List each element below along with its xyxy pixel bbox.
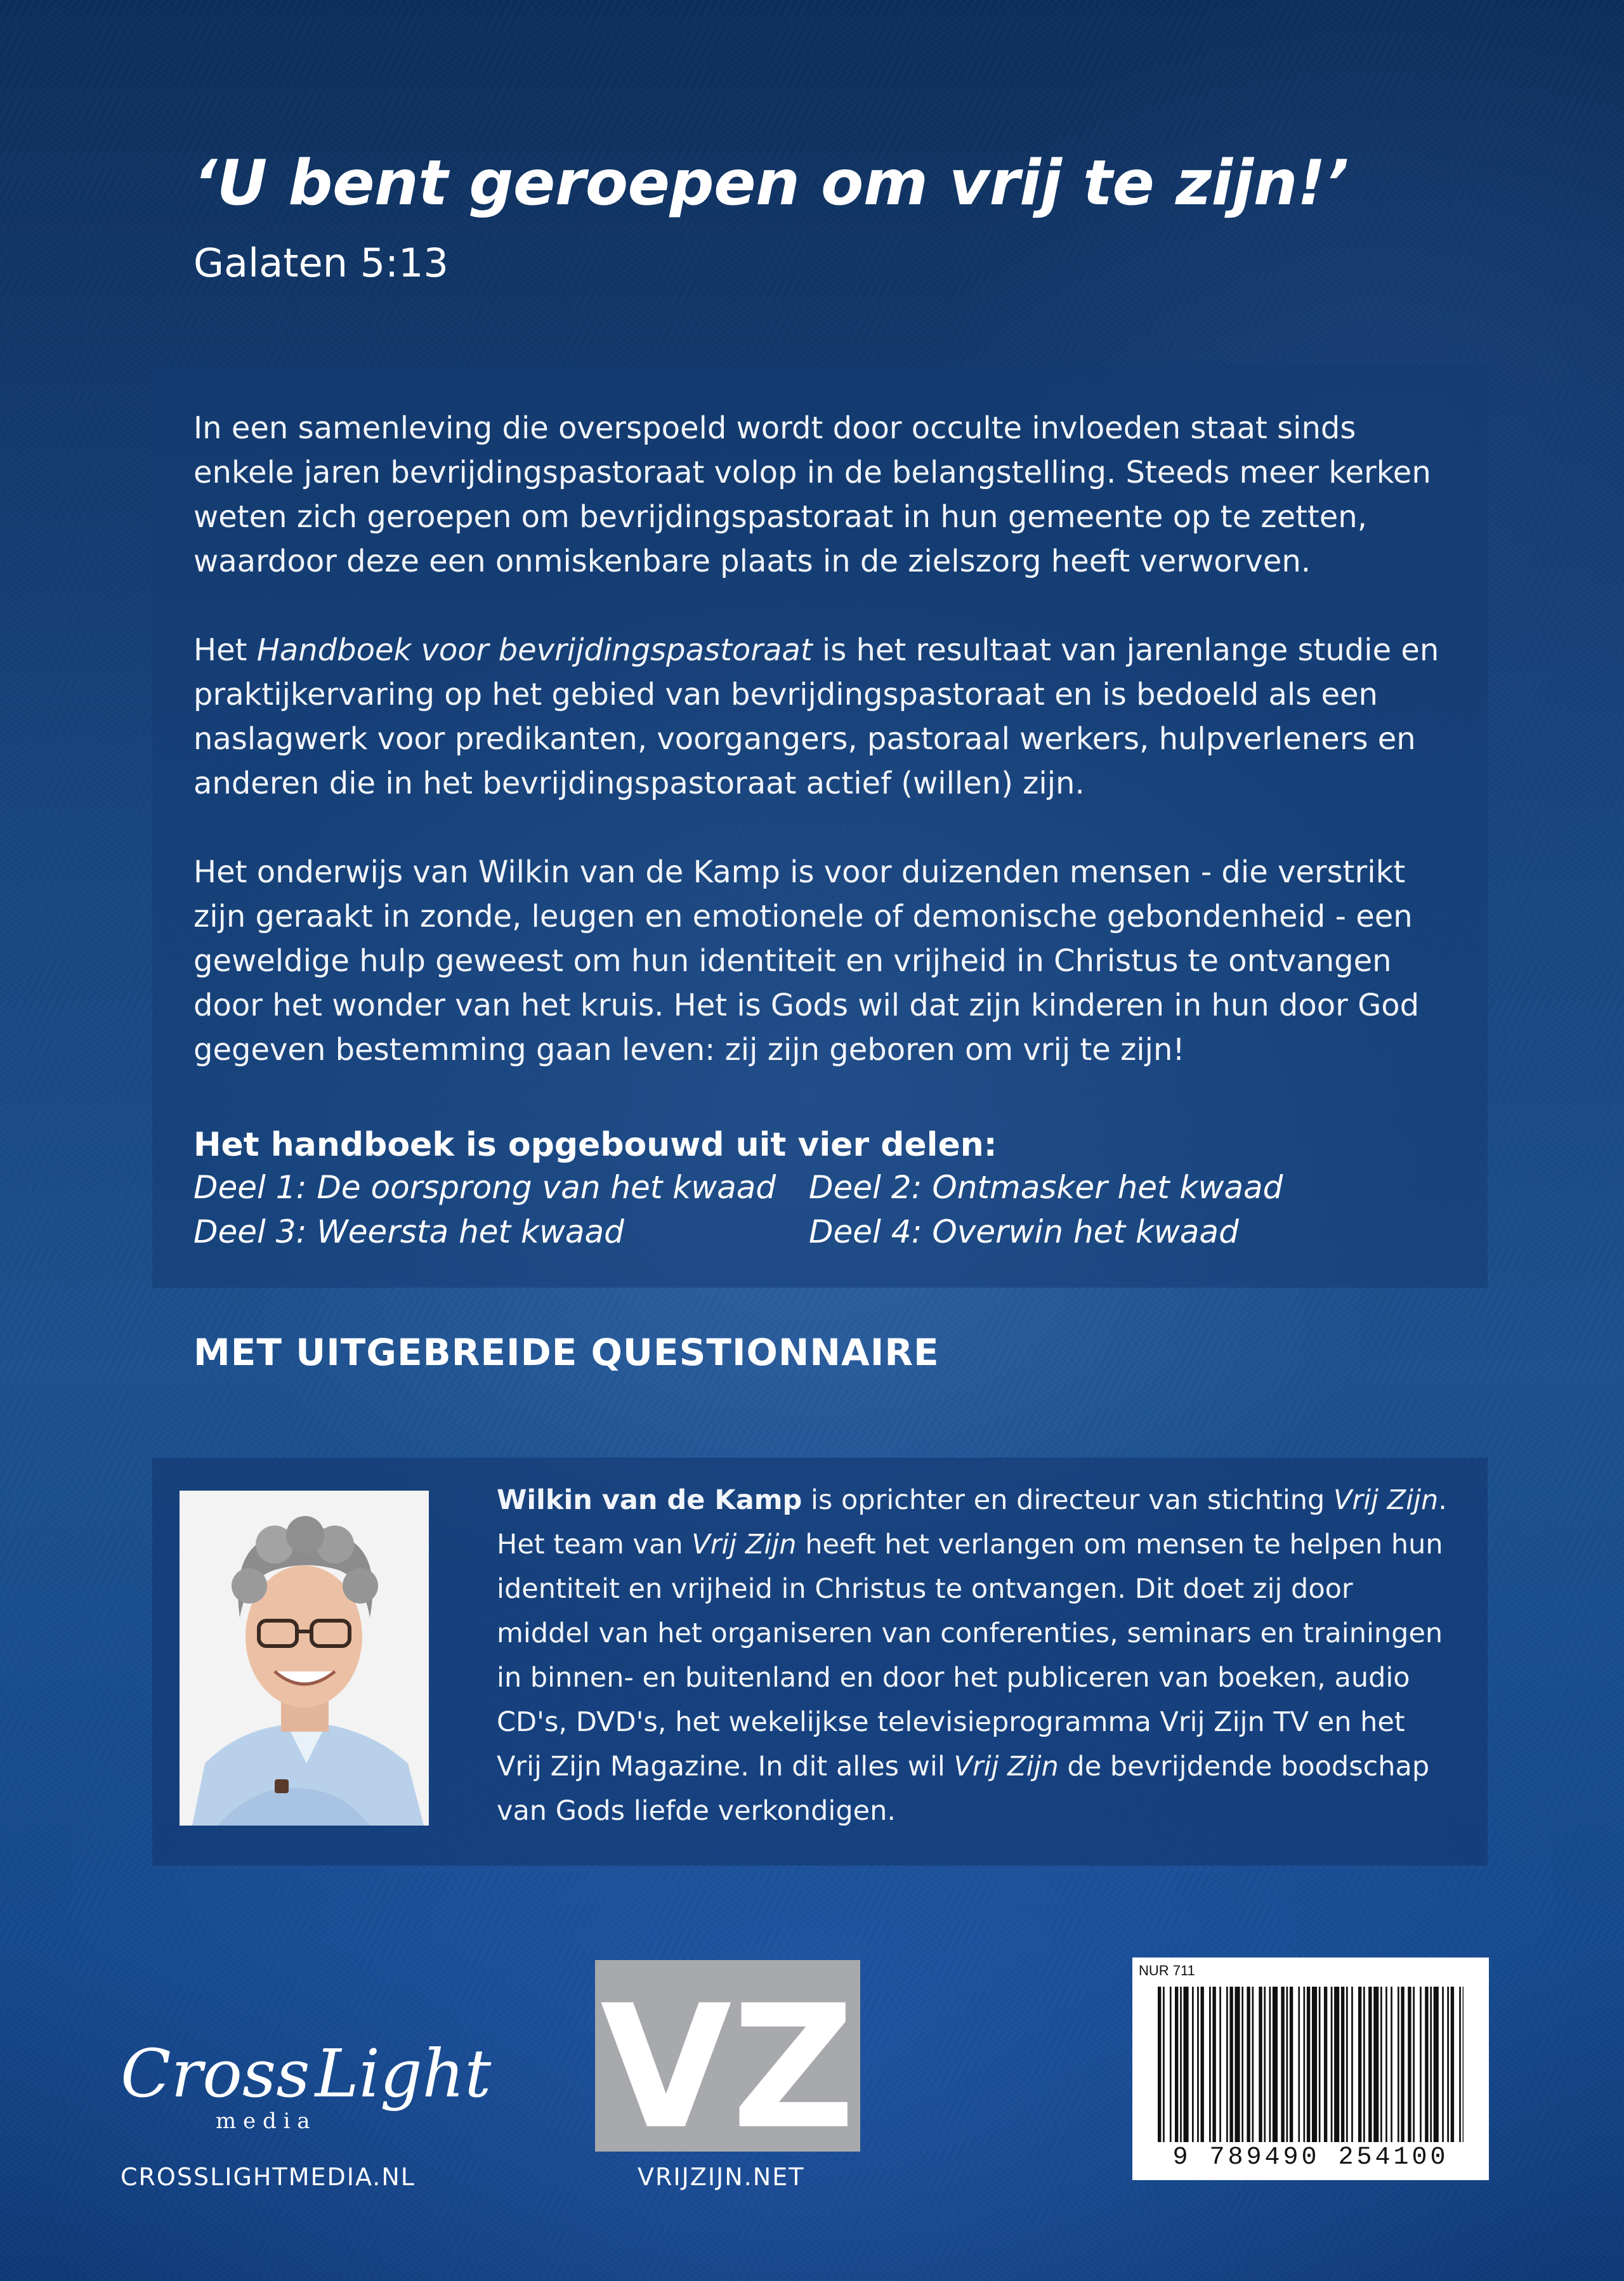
vrijzijn-url[interactable]: VRIJZIJN.NET (638, 2163, 805, 2191)
svg-text:m e d i a: m e d i a (216, 2108, 310, 2134)
part-4: Deel 4: Overwin het kwaad (809, 1213, 1239, 1250)
barcode-bars (1158, 1987, 1464, 2142)
author-bio: Wilkin van de Kamp is oprichter en directeur van stichting Vrij Zijn. Het team van Vrij Zijn heeft het verlangen om mensen te helpen hun identiteit en vrijheid in Christus te ontvangen. Dit doet zij door middel van het organiseren van conferenties, seminars en trainingen in binnen- en buitenland en door het publiceren van boeken, audio CD's, DVD's, het wekelijkse televisieprogramma Vrij Zijn TV en het Vrij Zijn Magazine. In dit alles wil Vrij Zijn de bevrijdende boodschap van Gods liefde verkondigen. (497, 1484, 1447, 1827)
barcode-bar (1463, 1987, 1464, 2142)
barcode-bar (1264, 1987, 1266, 2142)
barcode-bar (1175, 1987, 1178, 2142)
barcode-bar (1442, 1987, 1444, 2142)
svg-text:CrossLight: CrossLight (121, 2035, 492, 2112)
barcode-bar (1229, 1987, 1233, 2142)
part-3: Deel 3: Weersta het kwaad (193, 1213, 624, 1250)
barcode-bar (1413, 1987, 1415, 2142)
barcode-bar (1368, 1987, 1372, 2142)
barcode-bar (1235, 1987, 1240, 2142)
crosslight-media-logo (121, 2033, 492, 2141)
barcode-bar (1451, 1987, 1454, 2142)
isbn-barcode (1132, 1957, 1489, 2180)
barcode-bar (1459, 1987, 1461, 2142)
vrijzijn-logo (595, 1960, 860, 2167)
barcode-bar (1184, 1987, 1189, 2142)
barcode-bar (1401, 1987, 1404, 2142)
author-photo (180, 1491, 429, 1826)
barcode-bar (1219, 1987, 1221, 2142)
barcode-bar (1287, 1987, 1288, 2142)
barcode-bar (1180, 1987, 1182, 2142)
barcode-bar (1247, 1987, 1250, 2142)
nur-code: NUR 711 (1139, 1963, 1195, 1978)
barcode-bar (1358, 1987, 1361, 2142)
barcode-bar (1273, 1987, 1278, 2142)
barcode-bar (1341, 1987, 1344, 2142)
barcode-bar (1430, 1987, 1432, 2142)
barcode-bar (1408, 1987, 1411, 2142)
barcode-bar (1304, 1987, 1306, 2142)
barcode-bar (1373, 1987, 1378, 2142)
barcode-bar (1269, 1987, 1271, 2142)
barcode-bar (1163, 1987, 1165, 2142)
barcode-bar (1425, 1987, 1428, 2142)
barcode-bar (1398, 1987, 1399, 2142)
barcode-bar (1331, 1987, 1333, 2142)
isbn-number: 9 789490 254100 (1172, 2143, 1449, 2172)
author-name: Wilkin van de Kamp (497, 1484, 802, 1516)
intro-paragraph-2: Het Handboek voor bevrijdingspastoraat is het resultaat van jarenlange studie en praktijkervaring op het gebied van bevrijdingspastoraat en is bedoeld als een naslagwerk voor predikanten, voorgangers, pastoraal werkers, hulpverleners en anderen die in het bevrijdingspastoraat actief (willen) zijn. (193, 632, 1439, 801)
barcode-bar (1434, 1987, 1439, 2142)
book-title: Handboek voor bevrijdingspastoraat (256, 632, 813, 668)
barcode-bar (1192, 1987, 1194, 2142)
barcode-bar (1312, 1987, 1317, 2142)
barcode-bar (1290, 1987, 1293, 2142)
barcode-bar (1226, 1987, 1228, 2142)
barcode-bar (1334, 1987, 1339, 2142)
barcode-bar (1363, 1987, 1365, 2142)
barcode-bar (1346, 1987, 1348, 2142)
barcode-bar (1391, 1987, 1392, 2142)
description-text (193, 406, 1456, 1116)
barcode-bar (1447, 1987, 1449, 2142)
barcode-bar (1212, 1987, 1215, 2142)
barcode-bar (1281, 1987, 1284, 2142)
barcode-bar (1380, 1987, 1382, 2142)
svg-text:VZ: VZ (600, 1969, 855, 2167)
barcode-bar (1259, 1987, 1262, 2142)
barcode-bar (1201, 1987, 1204, 2142)
barcode-bar (1385, 1987, 1387, 2142)
parts-heading: Het handboek is opgebouwd uit vier delen: (193, 1126, 997, 1164)
part-2: Deel 2: Ontmasker het kwaad (809, 1169, 1283, 1206)
barcode-bar (1158, 1987, 1161, 2142)
barcode-bar (1170, 1987, 1172, 2142)
barcode-bar (1307, 1987, 1310, 2142)
barcode-bar (1319, 1987, 1321, 2142)
cover-quote: ‘U bent geroepen om vrij te zijn!’ (193, 147, 1349, 219)
barcode-bar (1324, 1987, 1327, 2142)
intro-paragraph-1: In een samenleving die overspoeld wordt door occulte invloeden staat sinds enkele jaren bevrijdingspastoraat volop in de belangstelling. Steeds meer kerken weten zich geroepen om bevrijdingspastoraat in hun gemeente op te zetten, waardoor deze een onmiskenbare plaats in de zielszorg heeft verworven. (193, 410, 1431, 579)
part-1: Deel 1: De oorsprong van het kwaad (193, 1169, 776, 1206)
barcode-bar (1420, 1987, 1422, 2142)
intro-paragraph-3: Het onderwijs van Wilkin van de Kamp is voor duizenden mensen - die verstrikt zijn geraakt in zonde, leugen en emotionele of demonische gebondenheid - een geweldige hulp geweest om hun identiteit en vrijheid in Christus te ontvangen door het wonder van het kruis. Het is Gods wil dat zijn kinderen in hun door God gegeven bestemming gaan leven: zij zijn geboren om vrij te zijn! (193, 854, 1420, 1068)
crosslight-url[interactable]: CROSSLIGHTMEDIA.NL (121, 2163, 416, 2191)
questionnaire-note: MET UITGEBREIDE QUESTIONNAIRE (193, 1331, 940, 1374)
barcode-bar (1197, 1987, 1199, 2142)
barcode-bar (1351, 1987, 1353, 2142)
org-name: Vrij Zijn (1333, 1484, 1439, 1516)
barcode-bar (1252, 1987, 1254, 2142)
barcode-bar (1298, 1987, 1300, 2142)
barcode-bar (1209, 1987, 1211, 2142)
bible-reference: Galaten 5:13 (193, 240, 449, 286)
barcode-bar (1241, 1987, 1243, 2142)
